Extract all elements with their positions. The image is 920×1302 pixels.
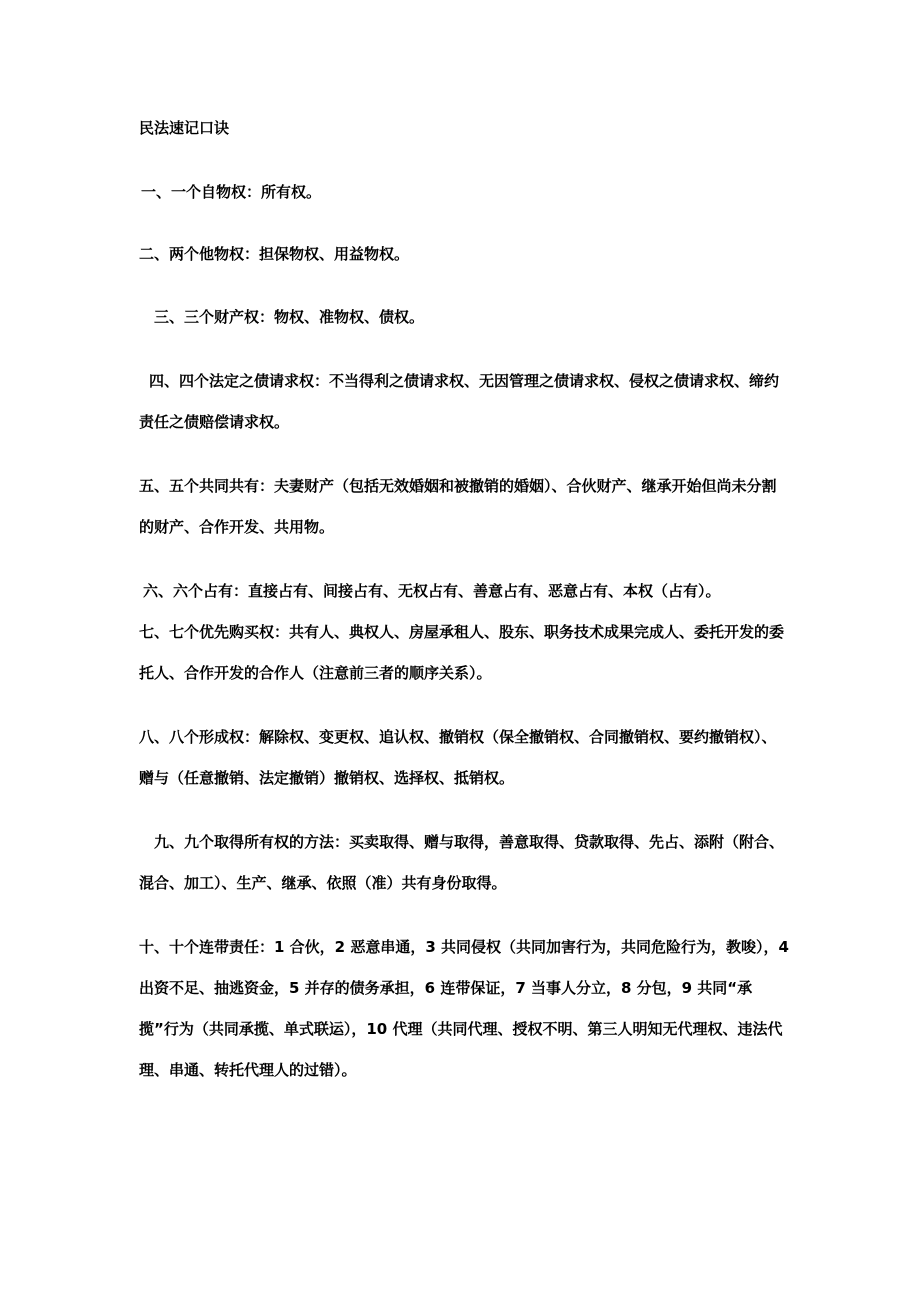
mnemonic-item-4: 四、四个法定之债请求权：不当得利之债请求权、无因管理之债请求权、侵权之债请求权、缔约责任之债赔偿请求权。: [139, 372, 780, 431]
mnemonic-item-2: 二、两个他物权：担保物权、用益物权。: [139, 245, 410, 263]
mnemonic-item-1: 一、一个自物权：所有权。: [141, 183, 322, 201]
page-title: 民法速记口诀: [139, 119, 230, 137]
mnemonic-item-10: 十、十个连带责任：1 合伙，2 恶意串通，3 共同侵权（共同加害行为，共同危险行为，教唆），4 出资不足、抽逃资金，5 并存的债务承担，6 连带保证，7 当事人分立，8 分包，9 共同“承揽”行为（共同承揽、单式联运），10 代理（共同代理、授权不明、第三人明知无代理权、违法代理、串通、转托代理人的过错）。: [139, 938, 789, 1079]
mnemonic-item-6: 六、六个占有：直接占有、间接占有、无权占有、善意占有、恶意占有、本权（占有）。: [143, 582, 721, 600]
mnemonic-item-3: 三、三个财产权：物权、准物权、债权。: [154, 308, 425, 326]
mnemonic-item-8: 八、八个形成权：解除权、变更权、追认权、撤销权（保全撤销权、合同撤销权、要约撤销权）、赠与（任意撤销、法定撤销）撤销权、选择权、抵销权。: [139, 728, 777, 787]
mnemonic-item-7: 七、七个优先购买权：共有人、典权人、房屋承租人、股东、职务技术成果完成人、委托开发的委托人、合作开发的合作人（注意前三者的顺序关系）。: [139, 623, 785, 682]
mnemonic-item-5: 五、五个共同共有：夫妻财产（包括无效婚姻和被撤销的婚姻）、合伙财产、继承开始但尚未分割的财产、合作开发、共用物。: [139, 477, 777, 536]
mnemonic-item-9: 九、九个取得所有权的方法：买卖取得、赠与取得，善意取得、贷款取得、先占、添附（附合、混合、加工）、生产、继承、依照（准）共有身份取得。: [139, 833, 785, 892]
